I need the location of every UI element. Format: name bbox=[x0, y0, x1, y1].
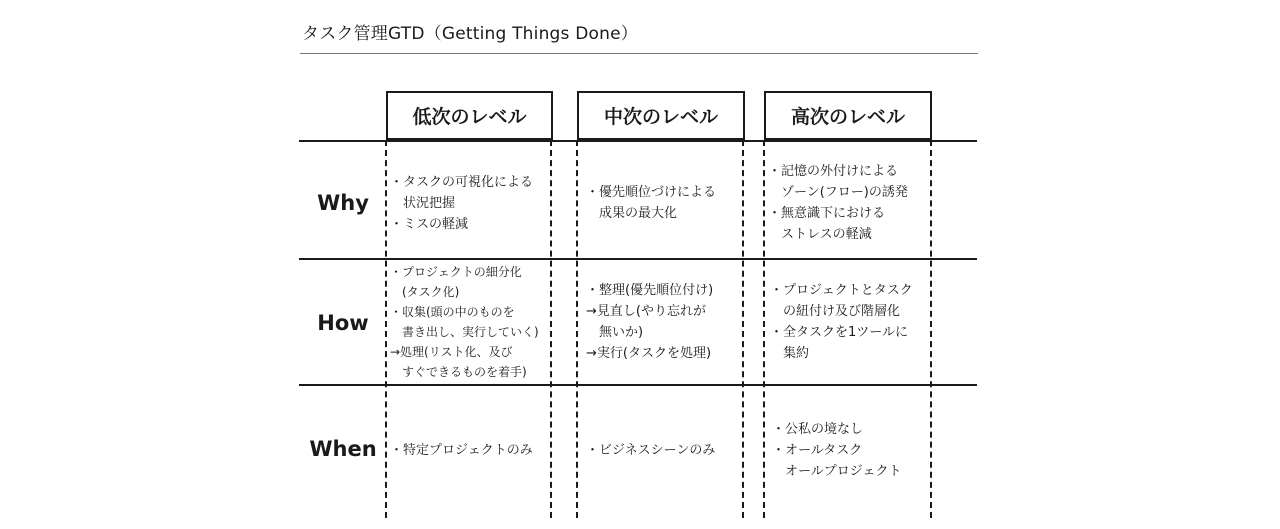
cell-text-line: ・優先順位づけによる bbox=[586, 185, 717, 200]
cell-text-line: →処理(リスト化、及び bbox=[390, 345, 513, 359]
cell-text-line: ・ビジネスシーンのみ bbox=[586, 443, 716, 458]
cell-text-line: ・記憶の外付けによる bbox=[768, 164, 899, 179]
row-label-when: When bbox=[309, 437, 377, 461]
cell-text-line: 状況把握 bbox=[390, 196, 456, 211]
diagram-title: タスク管理GTD（Getting Things Done） bbox=[302, 24, 638, 44]
column-divider bbox=[742, 140, 744, 518]
cell-text-line: 集約 bbox=[770, 346, 810, 361]
cell-text-line: ・無意識下における bbox=[768, 206, 886, 221]
cell-how-mid bbox=[586, 280, 713, 364]
cell-text-line: →見直し(やり忘れが bbox=[586, 304, 706, 319]
row-divider-top bbox=[299, 140, 977, 142]
cell-text-line: (タスク化) bbox=[390, 285, 460, 299]
cell-text-line: ・全タスクを1ツールに bbox=[770, 325, 909, 340]
cell-text-line: →実行(タスクを処理) bbox=[586, 346, 712, 361]
cell-when-low bbox=[390, 440, 533, 461]
cell-text-line: オールプロジェクト bbox=[772, 464, 902, 479]
cell-text-line: 書き出し、実行していく) bbox=[390, 325, 539, 339]
column-header-mid: 中次のレベル bbox=[577, 91, 745, 140]
cell-text-line: の紐付け及び階層化 bbox=[770, 304, 901, 319]
cell-why-high bbox=[768, 161, 908, 245]
row-label-how: How bbox=[317, 311, 369, 335]
cell-how-high bbox=[770, 280, 913, 364]
cell-text-line: ストレスの軽減 bbox=[768, 227, 872, 242]
cell-how-low bbox=[390, 262, 539, 382]
cell-text-line: ・プロジェクトの細分化 bbox=[390, 265, 522, 279]
column-divider bbox=[930, 140, 932, 518]
row-divider-how-when bbox=[299, 384, 977, 386]
cell-text-line: ・特定プロジェクトのみ bbox=[390, 443, 533, 458]
cell-text-line: ・整理(優先順位付け) bbox=[586, 283, 714, 298]
cell-why-mid bbox=[586, 182, 716, 224]
cell-when-high bbox=[772, 419, 901, 482]
cell-text-line: ゾーン(フロー)の誘発 bbox=[768, 185, 908, 200]
cell-why-low bbox=[390, 172, 533, 235]
column-header-high: 高次のレベル bbox=[764, 91, 932, 140]
cell-text-line: ・収集(頭の中のものを bbox=[390, 305, 515, 319]
column-divider bbox=[763, 140, 765, 518]
cell-text-line: すぐできるものを着手) bbox=[390, 365, 527, 379]
cell-text-line: ・公私の境なし bbox=[772, 422, 864, 437]
cell-text-line: ・プロジェクトとタスク bbox=[770, 283, 913, 298]
row-label-why: Why bbox=[317, 191, 369, 215]
column-header-low: 低次のレベル bbox=[386, 91, 553, 140]
cell-text-line: ・タスクの可視化による bbox=[390, 175, 534, 190]
row-divider-why-how bbox=[299, 258, 977, 260]
cell-text-line: ・オールタスク bbox=[772, 443, 863, 458]
title-underline bbox=[300, 53, 978, 54]
cell-text-line: 成果の最大化 bbox=[586, 206, 678, 221]
column-divider bbox=[576, 140, 578, 518]
column-divider bbox=[550, 140, 552, 518]
cell-text-line: 無いか) bbox=[586, 325, 644, 340]
cell-text-line: ・ミスの軽減 bbox=[390, 217, 469, 232]
cell-when-mid bbox=[586, 440, 715, 461]
